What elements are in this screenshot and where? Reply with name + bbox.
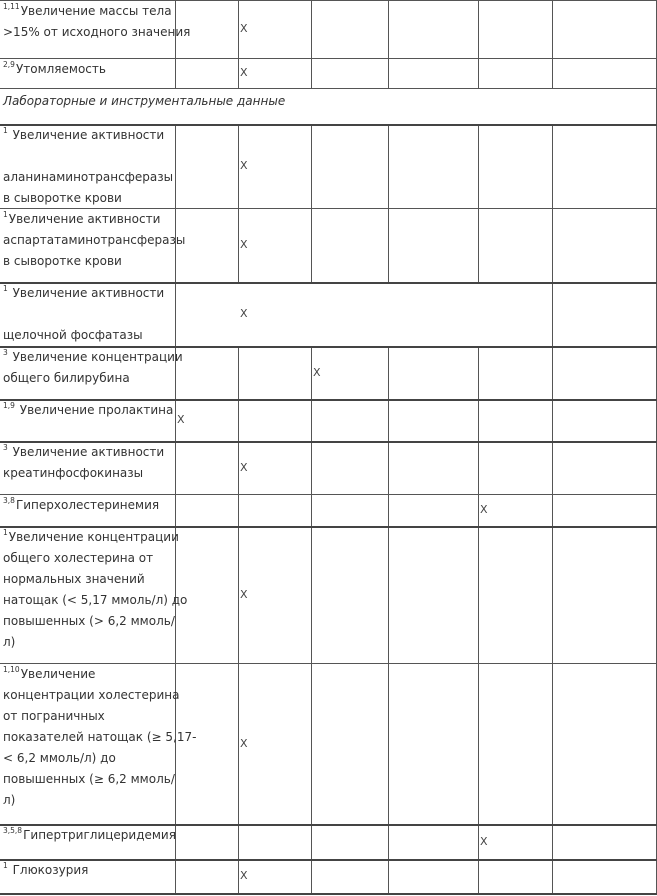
footnote-ref: 1,9 <box>3 401 15 410</box>
row-divider <box>0 526 657 528</box>
footnote-ref: 1 <box>3 284 8 293</box>
reaction-text-line: повышенных (> 6,2 ммоль/ <box>3 614 175 628</box>
section-heading: Лабораторные и инструментальные данные <box>3 94 286 108</box>
frequency-cell <box>478 346 552 399</box>
reaction-label <box>3 495 173 516</box>
footnote-ref: 2,9 <box>3 60 15 69</box>
frequency-cell <box>388 494 478 526</box>
reaction-text-line: Увеличение активности <box>8 212 161 226</box>
table-row <box>0 208 657 282</box>
footnote-ref: 3 <box>3 348 8 357</box>
reaction-text-line: аспартатаминотрансферазы <box>3 233 186 247</box>
frequency-cell <box>552 441 657 494</box>
frequency-cell <box>552 208 657 282</box>
reaction-text-line: аланинаминотрансферазы <box>3 170 174 184</box>
footnote-ref: 1 <box>3 210 8 219</box>
reaction-text-line: показателей натощак (≥ 5,17- <box>3 730 197 744</box>
reaction-text-line: в сыворотке крови <box>3 191 122 205</box>
row-divider <box>0 88 657 89</box>
reaction-text-line: в сыворотке крови <box>3 254 122 268</box>
footnote-ref: 3,8 <box>3 496 15 505</box>
footnote-ref: 1,11 <box>3 2 20 11</box>
row-divider <box>0 824 657 826</box>
row-divider <box>0 441 657 443</box>
frequency-cell <box>552 494 657 526</box>
reaction-text-line: щелочной фосфатазы <box>3 328 143 342</box>
frequency-cell <box>552 282 657 346</box>
frequency-cell <box>238 441 311 494</box>
reaction-label <box>3 1 191 43</box>
reaction-text-line: Увеличение массы тела <box>20 4 172 18</box>
frequency-cell <box>311 663 388 824</box>
footnote-ref: 1 <box>3 861 8 870</box>
footnote-ref: 1,10 <box>3 665 20 674</box>
reaction-text-line: повышенных (≥ 6,2 ммоль/ <box>3 772 175 786</box>
row-divider <box>0 0 657 1</box>
frequency-cell <box>311 526 388 663</box>
frequency-cell <box>478 0 552 58</box>
frequency-mark: X <box>240 66 248 79</box>
frequency-cell <box>478 663 552 824</box>
frequency-cell <box>238 663 311 824</box>
frequency-mark: X <box>240 588 248 601</box>
table-row <box>0 859 657 893</box>
frequency-mark: X <box>177 413 185 426</box>
frequency-mark: X <box>240 238 248 251</box>
frequency-mark: X <box>480 835 488 848</box>
reaction-text-line: л) <box>3 793 16 807</box>
frequency-cell <box>238 526 311 663</box>
reaction-text-line: от пограничных <box>3 709 105 723</box>
reaction-label <box>3 347 183 389</box>
reaction-label <box>3 860 173 881</box>
frequency-cell <box>311 494 388 526</box>
frequency-cell <box>311 441 388 494</box>
reaction-label <box>3 59 173 80</box>
reaction-text-line: Гипертриглицеридемия <box>23 828 176 842</box>
table-section-row <box>0 88 657 124</box>
frequency-cell <box>311 0 388 58</box>
frequency-cell <box>552 399 657 441</box>
frequency-cell <box>175 346 238 399</box>
reaction-text-line: Увеличение активности <box>8 445 165 459</box>
frequency-cell <box>175 859 238 893</box>
frequency-cell <box>388 346 478 399</box>
frequency-mark: X <box>313 366 321 379</box>
reaction-text-line: Увеличение активности <box>8 286 165 300</box>
footnote-ref: 1 <box>3 528 8 537</box>
reaction-text-line: Увеличение концентрации <box>8 530 179 544</box>
frequency-cell <box>478 859 552 893</box>
frequency-cell <box>238 124 311 208</box>
frequency-cell <box>388 208 478 282</box>
frequency-cell <box>478 526 552 663</box>
reaction-text-line: Глюкозурия <box>8 863 89 877</box>
frequency-cell <box>175 494 238 526</box>
frequency-cell <box>552 58 657 88</box>
frequency-cell <box>388 526 478 663</box>
frequency-cell <box>175 824 238 859</box>
reaction-text-line: л) <box>3 635 16 649</box>
table-row <box>0 399 657 441</box>
frequency-cell <box>388 58 478 88</box>
frequency-cell <box>388 441 478 494</box>
reaction-label <box>3 442 173 484</box>
row-divider <box>0 346 657 348</box>
reaction-label <box>3 825 176 846</box>
table-row <box>0 282 657 346</box>
frequency-cell <box>311 208 388 282</box>
frequency-cell <box>238 346 311 399</box>
reaction-text-line: общего билирубина <box>3 371 130 385</box>
frequency-cell <box>238 0 311 58</box>
reaction-text-line: Гиперхолестеринемия <box>15 498 160 512</box>
reaction-text-line: концентрации холестерина <box>3 688 180 702</box>
reaction-text-line: < 6,2 ммоль/л) до <box>3 751 116 765</box>
footnote-ref: 3,5,8 <box>3 826 23 835</box>
reaction-text-line: креатинфосфокиназы <box>3 466 144 480</box>
frequency-cell <box>552 663 657 824</box>
reaction-label <box>3 527 188 653</box>
frequency-cell <box>238 208 311 282</box>
row-divider <box>0 282 657 284</box>
frequency-cell <box>552 526 657 663</box>
frequency-cell <box>311 346 388 399</box>
reaction-text-line: Увеличение <box>20 667 96 681</box>
table-row <box>0 526 657 663</box>
frequency-cell <box>478 208 552 282</box>
row-divider <box>0 494 657 495</box>
frequency-cell <box>388 399 478 441</box>
frequency-cell <box>552 346 657 399</box>
reaction-text-line: натощак (< 5,17 ммоль/л) до <box>3 593 188 607</box>
frequency-mark: X <box>240 461 248 474</box>
frequency-cell <box>238 859 311 893</box>
table-row <box>0 441 657 494</box>
frequency-cell <box>552 859 657 893</box>
frequency-cell <box>311 859 388 893</box>
footnote-ref: 1 <box>3 126 8 135</box>
frequency-mark: X <box>240 159 248 172</box>
reaction-text-line: Увеличение активности <box>8 128 165 142</box>
reaction-text-line: общего холестерина от <box>3 551 154 565</box>
frequency-cell <box>311 58 388 88</box>
reaction-label <box>3 283 303 346</box>
frequency-cell <box>388 859 478 893</box>
frequency-cell <box>238 399 311 441</box>
frequency-cell <box>311 824 388 859</box>
frequency-cell <box>175 441 238 494</box>
frequency-cell <box>478 824 552 859</box>
row-divider <box>0 58 657 59</box>
row-divider <box>0 208 657 209</box>
frequency-mark: X <box>240 307 248 320</box>
frequency-cell <box>238 494 311 526</box>
frequency-cell <box>238 58 311 88</box>
reaction-label <box>3 664 197 811</box>
reaction-text-line: Утомляемость <box>15 62 106 76</box>
frequency-cell <box>388 124 478 208</box>
frequency-cell <box>478 124 552 208</box>
reaction-text-line: Увеличение концентрации <box>8 350 183 364</box>
row-divider <box>0 893 657 895</box>
frequency-cell <box>552 124 657 208</box>
row-divider <box>0 859 657 861</box>
frequency-cell <box>552 824 657 859</box>
frequency-cell <box>478 441 552 494</box>
reaction-label <box>3 209 186 272</box>
frequency-cell <box>478 58 552 88</box>
footnote-ref: 3 <box>3 443 8 452</box>
frequency-mark: X <box>240 869 248 882</box>
reaction-label <box>3 400 173 421</box>
table-row <box>0 663 657 824</box>
reaction-text-line: Увеличение пролактина <box>15 403 174 417</box>
reaction-text-line: нормальных значений <box>3 572 145 586</box>
frequency-cell <box>311 124 388 208</box>
table-row <box>0 824 657 859</box>
frequency-cell <box>311 399 388 441</box>
frequency-cell <box>175 58 238 88</box>
frequency-cell <box>238 824 311 859</box>
frequency-cell <box>478 399 552 441</box>
frequency-mark: X <box>480 503 488 516</box>
frequency-cell <box>388 824 478 859</box>
table-row <box>0 346 657 399</box>
row-divider <box>0 663 657 664</box>
table-row <box>0 58 657 88</box>
table-row <box>0 0 657 58</box>
frequency-cell <box>478 494 552 526</box>
frequency-cell <box>388 663 478 824</box>
reaction-label <box>3 125 173 209</box>
frequency-cell <box>388 0 478 58</box>
table-row <box>0 494 657 526</box>
frequency-mark: X <box>240 22 248 35</box>
section-cell <box>0 88 657 124</box>
frequency-cell <box>552 0 657 58</box>
frequency-mark: X <box>240 737 248 750</box>
row-divider <box>0 399 657 401</box>
table-row <box>0 124 657 208</box>
reaction-text-line: >15% от исходного значения <box>3 25 191 39</box>
row-divider <box>0 124 657 126</box>
frequency-cell <box>175 124 238 208</box>
